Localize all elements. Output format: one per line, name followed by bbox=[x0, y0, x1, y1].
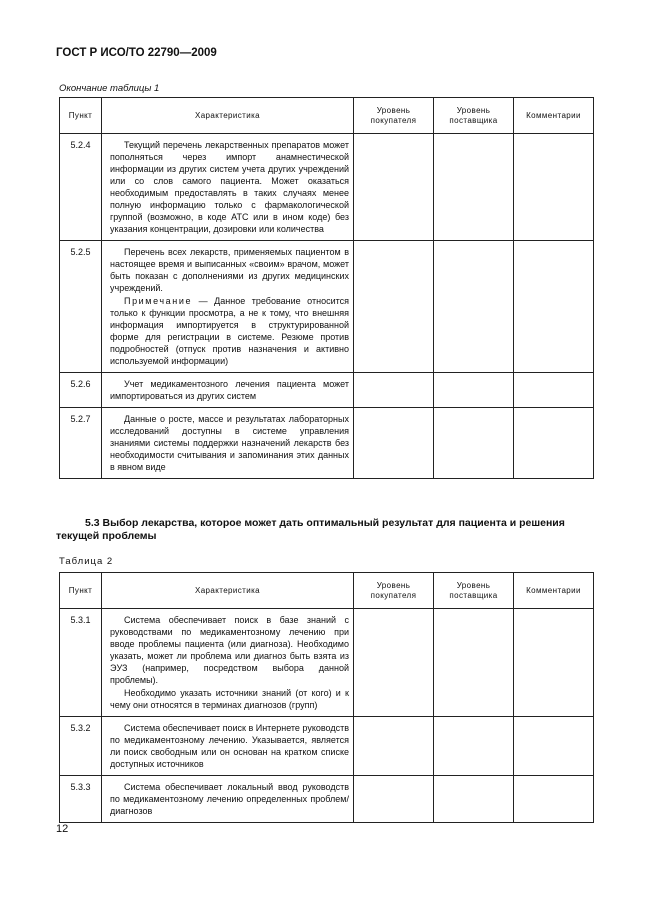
column-header-num: Пункт bbox=[60, 98, 102, 134]
characteristic-paragraph: Данные о росте, массе и результатах лабораторных исследований доступны в системе управления знаниями системы поддержки назначений лекарств без необходимости считывания и запоминания этих данных в явном виде bbox=[110, 414, 349, 472]
characteristic-paragraph: Текущий перечень лекарственных препаратов может пополняться через импорт анамнестической информации из других систем учета других учреждений или со слов самого пациента. Может оказаться необходимым предоставлять в таких случаях менее полную информацию только с фармакологической группой (возможно, в коде АТС или в ином коде) без указания концентрации, дозировки или количества bbox=[110, 140, 349, 234]
supplier-level-cell bbox=[434, 776, 514, 823]
document-header: ГОСТ Р ИСО/ТО 22790—2009 bbox=[56, 47, 217, 59]
note-label: Примечание bbox=[124, 296, 193, 306]
supplier-level-cell bbox=[434, 373, 514, 408]
supplier-level-cell bbox=[434, 241, 514, 373]
row-characteristic bbox=[102, 717, 354, 776]
comments-cell bbox=[514, 134, 594, 241]
comments-cell bbox=[514, 776, 594, 823]
buyer-level-cell bbox=[354, 134, 434, 241]
table-row bbox=[60, 776, 594, 823]
row-characteristic bbox=[102, 776, 354, 823]
buyer-level-cell bbox=[354, 241, 434, 373]
buyer-level-cell bbox=[354, 609, 434, 717]
table-header-row bbox=[60, 98, 594, 134]
comments-cell bbox=[514, 717, 594, 776]
column-header-comments: Комментарии bbox=[514, 98, 594, 134]
requirements-table-1 bbox=[59, 97, 594, 479]
table-row bbox=[60, 408, 594, 479]
characteristic-paragraph: Учет медикаментозного лечения пациента может импортироваться из других систем bbox=[110, 379, 349, 401]
column-header-characteristic: Характеристика bbox=[102, 573, 354, 609]
table-row bbox=[60, 609, 594, 717]
row-number: 5.3.2 bbox=[60, 717, 102, 776]
column-header-comments: Комментарии bbox=[514, 573, 594, 609]
row-number: 5.3.3 bbox=[60, 776, 102, 823]
row-number: 5.2.6 bbox=[60, 373, 102, 408]
table-caption: Таблица 2 bbox=[59, 556, 114, 567]
row-characteristic bbox=[102, 609, 354, 717]
row-characteristic bbox=[102, 373, 354, 408]
table-header-row bbox=[60, 573, 594, 609]
row-characteristic bbox=[102, 408, 354, 479]
comments-cell bbox=[514, 373, 594, 408]
table1-body bbox=[60, 134, 594, 479]
column-header-characteristic: Характеристика bbox=[102, 98, 354, 134]
page-number: 12 bbox=[56, 823, 69, 835]
row-number: 5.2.7 bbox=[60, 408, 102, 479]
table-continuation-caption: Окончание таблицы 1 bbox=[59, 83, 160, 94]
buyer-level-cell bbox=[354, 373, 434, 408]
buyer-level-cell bbox=[354, 717, 434, 776]
characteristic-paragraph: Система обеспечивает локальный ввод руководств по медикаментозному лечению определенных проблем/диагнозов bbox=[110, 782, 349, 816]
buyer-level-cell bbox=[354, 408, 434, 479]
requirements-table-2 bbox=[59, 572, 594, 823]
supplier-level-cell bbox=[434, 408, 514, 479]
characteristic-paragraph: Система обеспечивает поиск в Интернете руководств по медикаментозному лечению. Указывается, является ли поиск свободным или он основан на кратком списке доступных источников bbox=[110, 723, 350, 769]
row-characteristic bbox=[102, 134, 354, 241]
column-header-buyer-level: Уровень покупателя bbox=[354, 573, 434, 609]
table2-body bbox=[60, 609, 594, 823]
characteristic-paragraph: Перечень всех лекарств, применяемых пациентом в настоящее время и выписанных «своим» врачом, может быть показан с дополнениями из других медицинских учреждений. bbox=[110, 247, 349, 293]
table-row bbox=[60, 134, 594, 241]
supplier-level-cell bbox=[434, 134, 514, 241]
comments-cell bbox=[514, 241, 594, 373]
supplier-level-cell bbox=[434, 609, 514, 717]
column-header-supplier-level: Уровень поставщика bbox=[434, 573, 514, 609]
note-text: — Данное требование относится только к функции просмотра, а не к тому, что внешняя информация импортируется в структурированной форме для регистрации в системе. Резюме против подробностей (отпуск против назначения и активно используемой информации) bbox=[110, 296, 349, 366]
table-row bbox=[60, 373, 594, 408]
row-number: 5.2.5 bbox=[60, 241, 102, 373]
table-row bbox=[60, 717, 594, 776]
buyer-level-cell bbox=[354, 776, 434, 823]
table-row bbox=[60, 241, 594, 373]
comments-cell bbox=[514, 609, 594, 717]
note-paragraph bbox=[110, 295, 349, 367]
row-characteristic bbox=[102, 241, 354, 373]
characteristic-paragraph: Система обеспечивает поиск в базе знаний с руководствами по медикаментозному лечению при вводе проблемы пациента (или диагноза). Необходимо указать, может ли проблема или диагноз быть взята из ЭУЗ (например, посредством выбора данной проблемы). bbox=[110, 615, 349, 685]
section-heading: 5.3 Выбор лекарства, которое может дать оптимальный результат для пациента и решения текущей проблемы bbox=[56, 517, 565, 542]
row-number: 5.2.4 bbox=[60, 134, 102, 241]
column-header-num: Пункт bbox=[60, 573, 102, 609]
supplier-level-cell bbox=[434, 717, 514, 776]
characteristic-paragraph: Необходимо указать источники знаний (от кого) и к чему они относятся в терминах диагнозов (групп) bbox=[110, 688, 349, 710]
column-header-supplier-level: Уровень поставщика bbox=[434, 98, 514, 134]
column-header-buyer-level: Уровень покупателя bbox=[354, 98, 434, 134]
comments-cell bbox=[514, 408, 594, 479]
row-number: 5.3.1 bbox=[60, 609, 102, 717]
